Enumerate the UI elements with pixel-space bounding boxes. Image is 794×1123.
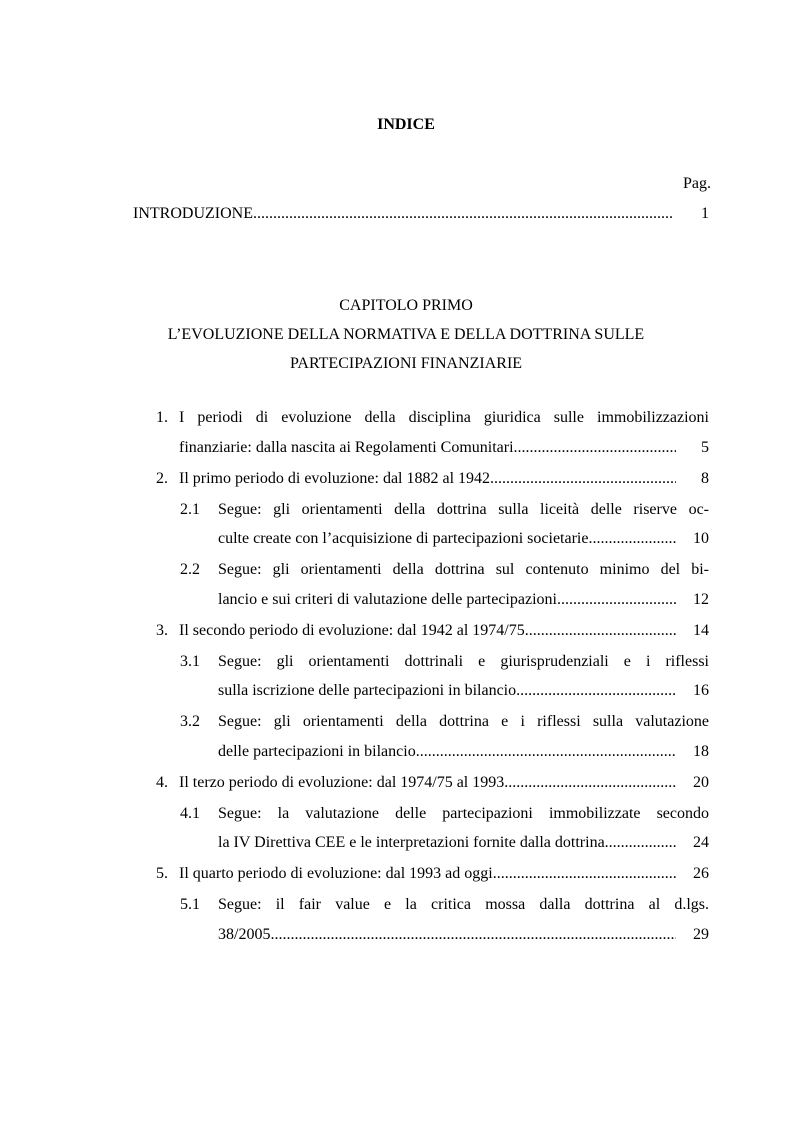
toc-entry-text-line — [218, 834, 676, 852]
toc-entry-text-line: Segue: gli orientamenti della dottrina e i riflessi sulla valutazione — [218, 713, 709, 730]
toc-entry-label: lancio e sui criteri di valutazione delle partecipazioni — [218, 590, 557, 608]
toc-entry-text-line — [179, 622, 676, 640]
toc-entry-page: 1 — [701, 205, 709, 222]
leader-dots — [514, 439, 676, 457]
toc-entry-label: 38/2005 — [218, 925, 271, 943]
toc-entry-label: Il primo periodo di evoluzione: dal 1882 al 1942 — [179, 469, 491, 487]
toc-entry-text-line — [179, 439, 676, 457]
toc-entry-page: 16 — [693, 682, 709, 699]
toc-entry-page: 24 — [693, 834, 709, 851]
leader-dots — [525, 622, 676, 640]
toc-entry-text-line: Segue: gli orientamenti della dottrina sulla liceità delle riserve oc- — [218, 500, 709, 518]
chapter-subtitle-line-1: L’EVOLUZIONE DELLA NORMATIVA E DELLA DOTTRINA SULLE — [167, 326, 645, 343]
toc-entry-number: 3.2 — [180, 713, 200, 730]
page-column-label: Pag. — [683, 175, 711, 192]
toc-entry-number: 2.1 — [180, 500, 200, 518]
toc-entry-label: delle partecipazioni in bilancio — [218, 742, 416, 760]
toc-entry-page: 8 — [701, 469, 709, 487]
toc-entry-number: 2. — [156, 469, 168, 487]
toc-entry-page: 10 — [693, 530, 709, 547]
toc-entry-page: 26 — [693, 865, 709, 882]
toc-entry-page: 29 — [693, 925, 709, 943]
toc-entry-number: 2.2 — [180, 561, 200, 578]
toc-entry-number: 4. — [156, 773, 168, 791]
toc-entry-text-line — [218, 926, 676, 944]
toc-entry-number: 5.1 — [180, 896, 200, 913]
leader-dots — [504, 774, 676, 792]
toc-entry-label: INTRODUZIONE — [133, 205, 253, 222]
leader-dots — [490, 470, 676, 488]
toc-entry-text-line — [218, 591, 676, 609]
toc-entry-label: Il secondo periodo di evoluzione: dal 1942 al 1974/75 — [179, 621, 525, 639]
leader-dots — [416, 743, 676, 761]
toc-entry-intro[interactable] — [133, 203, 682, 225]
toc-entry-text-line: Segue: gli orientamenti della dottrina sul contenuto minimo del bi- — [218, 561, 709, 578]
toc-entry-number: 1. — [156, 409, 168, 426]
toc-entry-text-line — [179, 470, 676, 488]
toc-entry-page: 20 — [693, 773, 709, 791]
toc-entry-label: culte create con l’acquisizione di partecipazioni societarie — [218, 530, 589, 547]
leader-dots — [516, 682, 676, 700]
leader-dots — [493, 865, 676, 883]
chapter-subtitle-line-2: PARTECIPAZIONI FINANZIARIE — [289, 355, 523, 372]
leader-dots — [605, 834, 676, 852]
toc-entry-text-line: Segue: la valutazione delle partecipazioni immobilizzate secondo — [218, 804, 709, 822]
toc-entry-text-line: Segue: il fair value e la critica mossa dalla dottrina al d.lgs. — [218, 896, 709, 913]
toc-entry-text-line: Segue: gli orientamenti dottrinali e giurisprudenziali e i riflessi — [218, 652, 709, 670]
toc-entry-label: la IV Direttiva CEE e le interpretazioni fornite dalla dottrina — [218, 834, 605, 851]
page-title: INDICE — [377, 116, 435, 133]
leader-dots — [270, 926, 676, 944]
toc-entry-number: 5. — [156, 865, 168, 882]
toc-entry-text-line — [179, 774, 676, 792]
toc-entry-label: Il terzo periodo di evoluzione: dal 1974/75 al 1993 — [179, 773, 505, 791]
toc-entry-text-line — [179, 865, 676, 883]
leader-dots — [253, 203, 674, 225]
toc-entry-page: 18 — [693, 742, 709, 760]
toc-entry-number: 3. — [156, 621, 168, 639]
toc-entry-label: Il quarto periodo di evoluzione: dal 1993 ad oggi — [179, 865, 493, 882]
toc-entry-page: 12 — [693, 590, 709, 608]
toc-entry-page: 14 — [693, 621, 709, 639]
leader-dots — [588, 530, 676, 548]
toc-entry-text-line: I periodi di evoluzione della disciplina giuridica sulle immobilizzazioni — [179, 409, 709, 426]
toc-entry-label: sulla iscrizione delle partecipazioni in bilancio — [218, 682, 517, 699]
toc-entry-page: 5 — [701, 438, 709, 456]
toc-entry-label: finanziarie: dalla nascita ai Regolamenti Comunitari — [179, 438, 514, 456]
toc-entry-text-line — [218, 682, 676, 700]
toc-entry-number: 3.1 — [180, 652, 200, 670]
toc-entry-number: 4.1 — [180, 804, 200, 822]
toc-entry-text-line — [218, 530, 676, 548]
leader-dots — [557, 591, 676, 609]
chapter-heading: CAPITOLO PRIMO — [339, 297, 473, 314]
toc-entry-text-line — [218, 743, 676, 761]
